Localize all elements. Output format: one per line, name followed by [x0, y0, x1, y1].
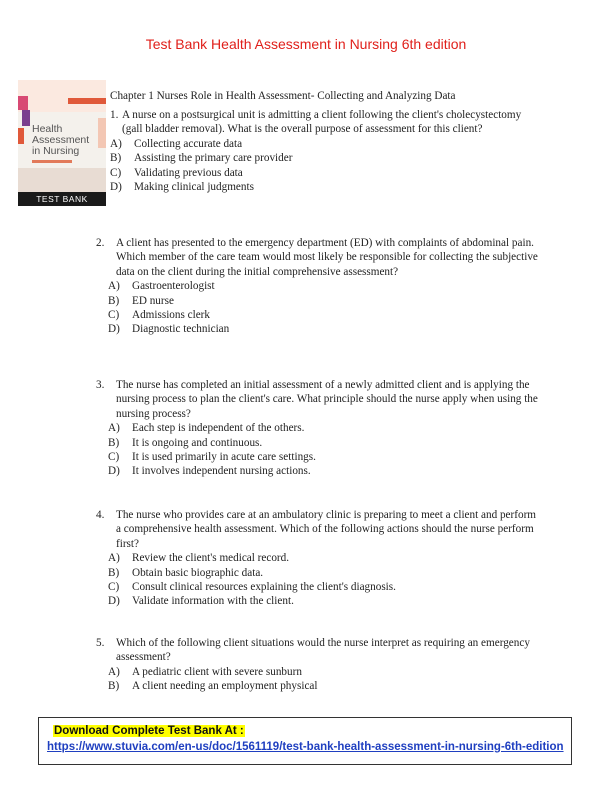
question-text: A nurse on a postsurgical unit is admitting a client following the client's cholecystectomy (gall bladder removal). What is the overall purpose of assessment for this client? — [122, 109, 522, 136]
option-text: It is used primarily in acute care settings. — [132, 451, 316, 464]
question-number: 1. — [110, 109, 119, 121]
question-number: 5. — [96, 637, 105, 649]
option-letter: A) — [108, 665, 120, 678]
option-text: ED nurse — [132, 294, 174, 307]
question-text: A client has presented to the emergency department (ED) with complaints of abdominal pain. Which member of the care team would most likely be responsible for collecting the subjective data on the client during the initial comprehensive assessment? — [116, 237, 538, 278]
answer-option — [108, 279, 542, 293]
option-letter: B) — [108, 294, 120, 307]
answer-option — [108, 551, 542, 565]
answer-option — [108, 665, 542, 679]
option-letter: B) — [108, 566, 120, 579]
option-text: Review the client's medical record. — [132, 552, 290, 565]
cover-title-line: Assessment — [32, 134, 90, 146]
option-text: Making clinical judgments — [134, 181, 254, 194]
answer-option — [108, 464, 542, 478]
option-text: Each step is independent of the others. — [132, 422, 305, 435]
question-stem — [96, 636, 542, 665]
option-letter: A) — [110, 137, 122, 150]
download-box — [38, 717, 572, 765]
page-title: Test Bank Health Assessment in Nursing 6th edition — [145, 36, 467, 52]
option-text: Diagnostic technician — [132, 323, 230, 336]
answer-option — [108, 322, 542, 336]
option-letter: D) — [108, 323, 120, 336]
option-letter: D) — [110, 181, 122, 194]
cover-stripe — [18, 96, 28, 110]
answer-option — [110, 137, 540, 151]
option-letter: A) — [108, 422, 120, 435]
option-letter: A) — [108, 280, 120, 293]
question-stem — [110, 108, 540, 137]
question-5 — [96, 636, 542, 694]
cover-test-bank-badge: TEST BANK — [18, 192, 106, 206]
question-4 — [96, 508, 542, 609]
cover-edition-mark — [32, 160, 72, 163]
question-3 — [96, 378, 542, 479]
cover-accent-bar — [68, 98, 106, 104]
question-text: The nurse who provides care at an ambulatory clinic is preparing to meet a client and perform a comprehensive health assessment. Which of the following actions should the nurse perform first? — [116, 509, 536, 550]
question-stem — [96, 508, 542, 551]
cover-stripe — [18, 128, 24, 144]
question-number: 2. — [96, 237, 105, 249]
answer-option — [108, 308, 542, 322]
option-text: Consult clinical resources explaining the client's diagnosis. — [132, 581, 396, 594]
option-letter: C) — [110, 166, 122, 179]
option-letter: C) — [108, 309, 120, 322]
option-letter: B) — [108, 680, 120, 693]
answer-option — [108, 294, 542, 308]
answer-option — [108, 580, 542, 594]
option-letter: B) — [108, 436, 120, 449]
answer-option — [108, 436, 542, 450]
cover-band — [18, 80, 106, 112]
option-text: A pediatric client with severe sunburn — [132, 665, 302, 678]
download-link[interactable]: https://www.stuvia.com/en-us/doc/1561119/test-bank-health-assessment-in-nursing-6th-edition — [47, 741, 564, 753]
answer-option — [108, 594, 542, 608]
option-text: Admissions clerk — [132, 309, 210, 322]
option-text: Gastroenterologist — [132, 280, 215, 293]
option-letter: B) — [110, 152, 122, 165]
option-letter: C) — [108, 451, 120, 464]
cover-book-title — [32, 124, 104, 157]
question-number: 4. — [96, 509, 105, 521]
book-cover-image — [18, 80, 106, 206]
question-stem — [96, 378, 542, 421]
option-letter: C) — [108, 581, 120, 594]
question-text: Which of the following client situations would the nurse interpret as requiring an emergency assessment? — [116, 637, 530, 664]
cover-title-line: Health — [32, 123, 63, 135]
answer-option — [108, 679, 542, 693]
cover-stripe — [22, 110, 30, 126]
question-number: 3. — [96, 379, 105, 391]
answer-option — [110, 166, 540, 180]
option-text: It involves independent nursing actions. — [132, 465, 311, 478]
answer-option — [110, 151, 540, 165]
option-text: Obtain basic biographic data. — [132, 566, 264, 579]
option-letter: D) — [108, 465, 120, 478]
option-letter: D) — [108, 595, 120, 608]
question-1 — [110, 108, 540, 194]
cover-shade — [18, 168, 106, 192]
question-stem — [96, 236, 542, 279]
question-text: The nurse has completed an initial assessment of a newly admitted client and is applying the nursing process to plan the client's care. What principle should the nurse apply when using the nursing process? — [116, 379, 538, 420]
answer-option — [108, 450, 542, 464]
cover-title-line: in Nursing — [32, 145, 80, 157]
option-letter: A) — [108, 552, 120, 565]
answer-option — [108, 566, 542, 580]
option-text: A client needing an employment physical — [132, 680, 318, 693]
option-text: It is ongoing and continuous. — [132, 436, 263, 449]
option-text: Validate information with the client. — [132, 595, 294, 608]
option-text: Validating previous data — [134, 166, 243, 179]
answer-option — [108, 421, 542, 435]
chapter-heading: Chapter 1 Nurses Role in Health Assessment- Collecting and Analyzing Data — [110, 90, 456, 102]
option-text: Collecting accurate data — [134, 137, 243, 150]
answer-option — [110, 180, 540, 194]
download-label: Download Complete Test Bank At : — [54, 725, 244, 737]
option-text: Assisting the primary care provider — [134, 152, 293, 165]
question-2 — [96, 236, 542, 337]
